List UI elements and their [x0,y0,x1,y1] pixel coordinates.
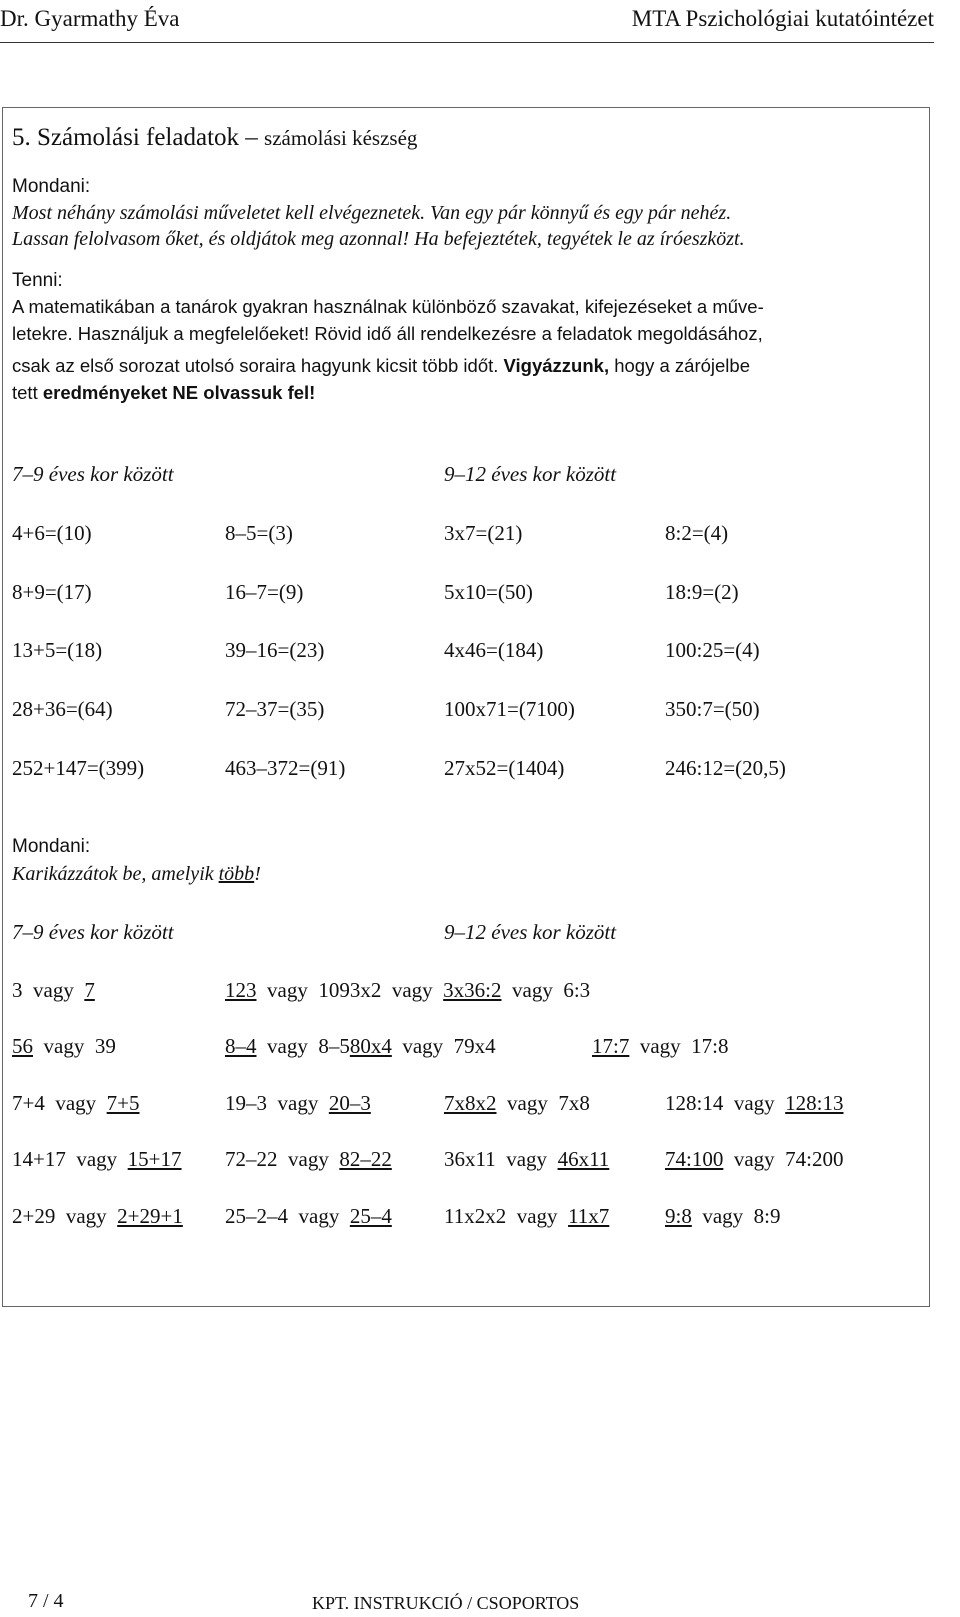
calc-cell: 72–37=(35) [225,697,325,721]
calc-cell: 4x46=(184) [444,638,544,662]
calc-cell: 27x52=(1404) [444,756,565,780]
calc-cell: 8+9=(17) [12,580,92,604]
header-divider [0,42,934,43]
compare-row: 72–22 vagy 82–22 [225,1147,392,1171]
compare-row: 7+4 vagy 7+5 [12,1091,140,1115]
calc-cell: 100:25=(4) [665,638,760,662]
calc-cell: 4+6=(10) [12,521,92,545]
age-group-older-2: 9–12 éves kor között [444,920,617,944]
compare-row: 9:8 vagy 8:9 [665,1204,781,1228]
calc-cell: 463–372=(91) [225,756,346,780]
compare-row: 11x2x2 vagy 11x7 [444,1204,610,1228]
calc-cell: 13+5=(18) [12,638,103,662]
compare-row: 123 vagy 1093x2 vagy 3x36:2 vagy 6:3 [225,978,591,1002]
section-title: 5. Számolási feladatok – számolási készség [12,124,418,151]
compare-row: 7x8x2 vagy 7x8 [444,1091,590,1115]
calc-cell: 18:9=(2) [665,580,739,604]
compare-row: 17:7 vagy 17:8 [592,1034,729,1058]
calc-cell: 5x10=(50) [444,580,533,604]
compare-row: 74:100 vagy 74:200 [665,1147,844,1171]
age-group-older: 9–12 éves kor között [444,462,617,486]
compare-row: 36x11 vagy 46x11 [444,1147,610,1171]
age-group-younger-2: 7–9 éves kor között [12,920,174,944]
intro-label: Mondani: [12,176,91,197]
calc-cell: 3x7=(21) [444,521,523,545]
calc-cell: 16–7=(9) [225,580,304,604]
compare-row: 56 vagy 39 [12,1034,116,1058]
todo-line-2: letekre. Használjuk a megfelelőeket! Rövid idő áll rendelkezésre a feladatok megoldásához, [12,323,763,344]
calc-cell: 8–5=(3) [225,521,293,545]
calc-cell: 28+36=(64) [12,697,113,721]
compare-row: 3 vagy 7 [12,978,95,1002]
header-author: Dr. Gyarmathy Éva [0,6,180,31]
second-instruction: Karikázzátok be, amelyik több! [12,863,261,885]
todo-line-3: csak az első sorozat utolsó soraira hagyunk kicsit több időt. Vigyázzunk, hogy a zárójelbe [12,355,750,376]
compare-row: 128:14 vagy 128:13 [665,1091,844,1115]
age-group-younger: 7–9 éves kor között [12,462,174,486]
second-label: Mondani: [12,836,91,857]
calc-cell: 246:12=(20,5) [665,756,786,780]
calc-cell: 350:7=(50) [665,697,760,721]
compare-row: 2+29 vagy 2+29+1 [12,1204,183,1228]
todo-line-4: tett eredményeket NE olvassuk fel! [12,382,316,403]
calc-cell: 8:2=(4) [665,521,729,545]
compare-row: 19–3 vagy 20–3 [225,1091,371,1115]
compare-row: 8–4 vagy 8–580x4 vagy 79x4 [225,1034,496,1058]
footer-code: KPT. INSTRUKCIÓ / CSOPORTOS [312,1593,580,1613]
footer-page-number: 7 / 4 [28,1590,64,1612]
header-institute: MTA Pszichológiai kutatóintézet [631,6,934,31]
calc-cell: 100x71=(7100) [444,697,575,721]
intro-line-1: Most néhány számolási műveletet kell elvégeznetek. Van egy pár könnyű és egy pár nehéz. [12,202,732,224]
intro-line-2: Lassan felolvasom őket, és oldjátok meg azonnal! Ha befejeztétek, tegyétek le az íróeszközt. [12,228,745,250]
todo-label: Tenni: [12,270,63,291]
compare-row: 25–2–4 vagy 25–4 [225,1204,392,1228]
todo-line-1: A matematikában a tanárok gyakran használnak különböző szavakat, kifejezéseket a műve- [12,296,764,317]
calc-cell: 39–16=(23) [225,638,325,662]
compare-row: 14+17 vagy 15+17 [12,1147,182,1171]
calc-cell: 252+147=(399) [12,756,145,780]
